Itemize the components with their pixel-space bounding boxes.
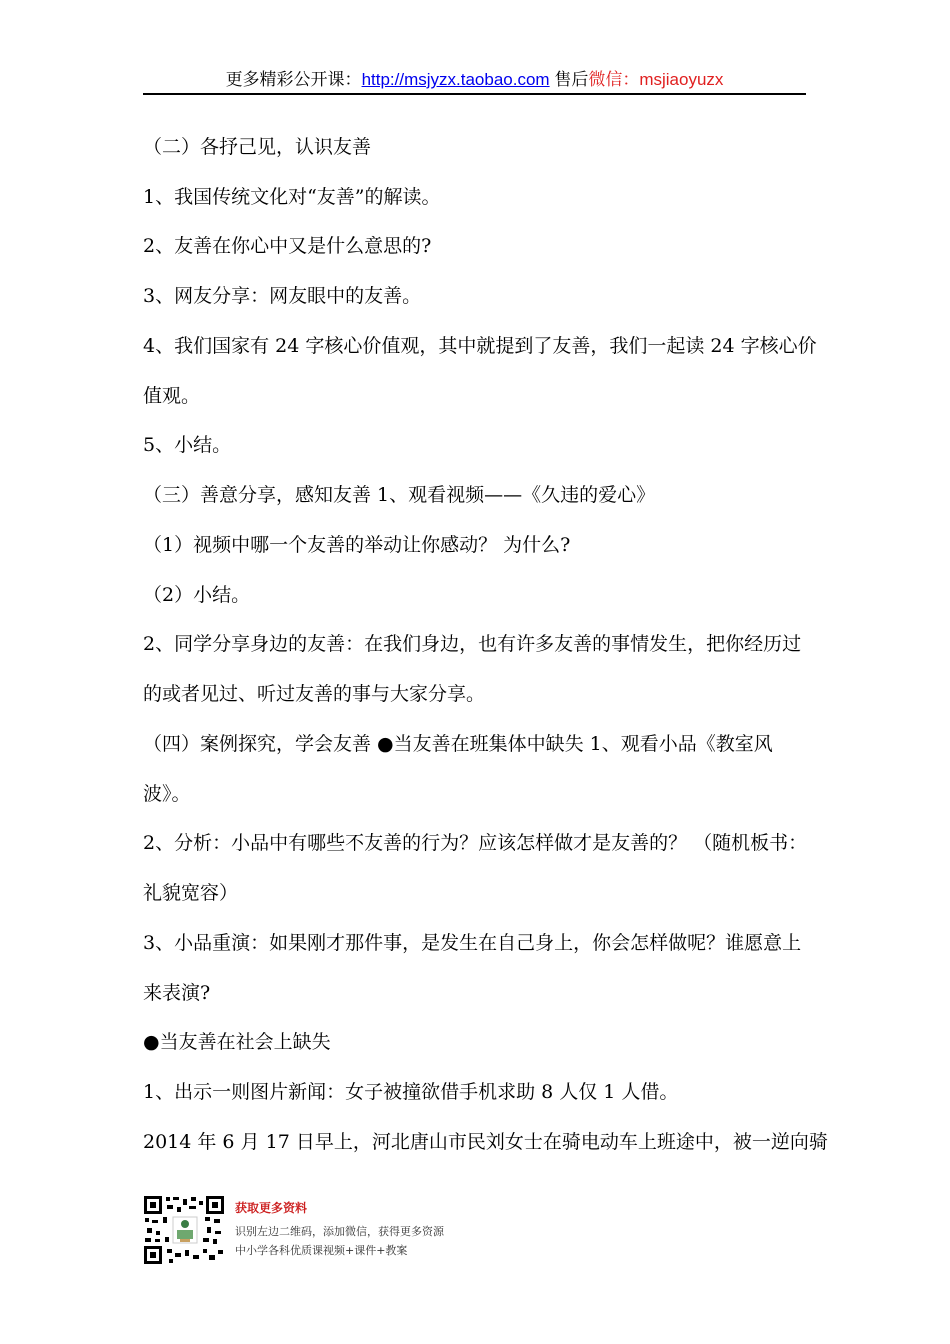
store-link[interactable]: http://msjyzx.taobao.com: [361, 70, 550, 89]
header-divider: [143, 93, 806, 95]
section-heading-3: （三）善意分享，感知友善 1、观看视频——《久违的爱心》: [143, 484, 656, 506]
header-wechat-id: msjiaoyuzx: [639, 70, 724, 89]
body-line: （1）视频中哪一个友善的举动让你感动？ 为什么?: [143, 534, 571, 556]
body-line: 5、小结。: [143, 434, 232, 456]
body-line: 礼貌宽容）: [143, 882, 239, 904]
body-line: 2、友善在你心中又是什么意思的?: [143, 235, 432, 257]
body-line: 2014 年 6 月 17 日早上，河北唐山市民刘女士在骑电动车上班途中，被一逆向骑: [143, 1131, 828, 1153]
footer-line-2: 中小学各科优质课视频+课件+教案: [235, 1244, 408, 1257]
section-heading-2: （二）各抒己见，认识友善: [143, 136, 372, 158]
footer-line-1: 识别左边二维码，添加微信，获得更多资源: [235, 1225, 444, 1238]
body-line: 的或者见过、听过友善的事与大家分享。: [143, 683, 486, 705]
header-after-sales: 售后: [549, 70, 589, 89]
page-header: [143, 66, 806, 94]
footer-title: 获取更多资料: [235, 1201, 308, 1215]
header-wechat-label: 微信：: [588, 70, 640, 89]
body-line: （2）小结。: [143, 584, 251, 606]
body-line: 值观。: [143, 385, 201, 407]
body-line: 波》。: [143, 783, 191, 805]
body-line: 1、我国传统文化对“友善”的解读。: [143, 186, 441, 208]
body-line: 1、出示一则图片新闻：女子被撞欲借手机求助 8 人仅 1 人借。: [143, 1081, 679, 1103]
qr-code-icon: [143, 1195, 225, 1265]
body-line: 4、我们国家有 24 字核心价值观，其中就提到了友善，我们一起读 24 字核心价: [143, 335, 817, 357]
header-prefix: 更多精彩公开课：: [225, 70, 362, 89]
body-line: 2、同学分享身边的友善：在我们身边，也有许多友善的事情发生，把你经历过: [143, 633, 802, 655]
body-line: ●当友善在社会上缺失: [143, 1031, 331, 1053]
section-heading-4: （四）案例探究，学会友善 ●当友善在班集体中缺失 1、观看小品《教室风: [143, 733, 773, 755]
body-line: 2、分析：小品中有哪些不友善的行为？应该怎样做才是友善的？ （随机板书：: [143, 832, 808, 854]
body-line: 3、网友分享：网友眼中的友善。: [143, 285, 422, 307]
body-line: 来表演?: [143, 982, 211, 1004]
body-line: 3、小品重演：如果刚才那件事，是发生在自己身上，你会怎样做呢？谁愿意上: [143, 932, 802, 954]
